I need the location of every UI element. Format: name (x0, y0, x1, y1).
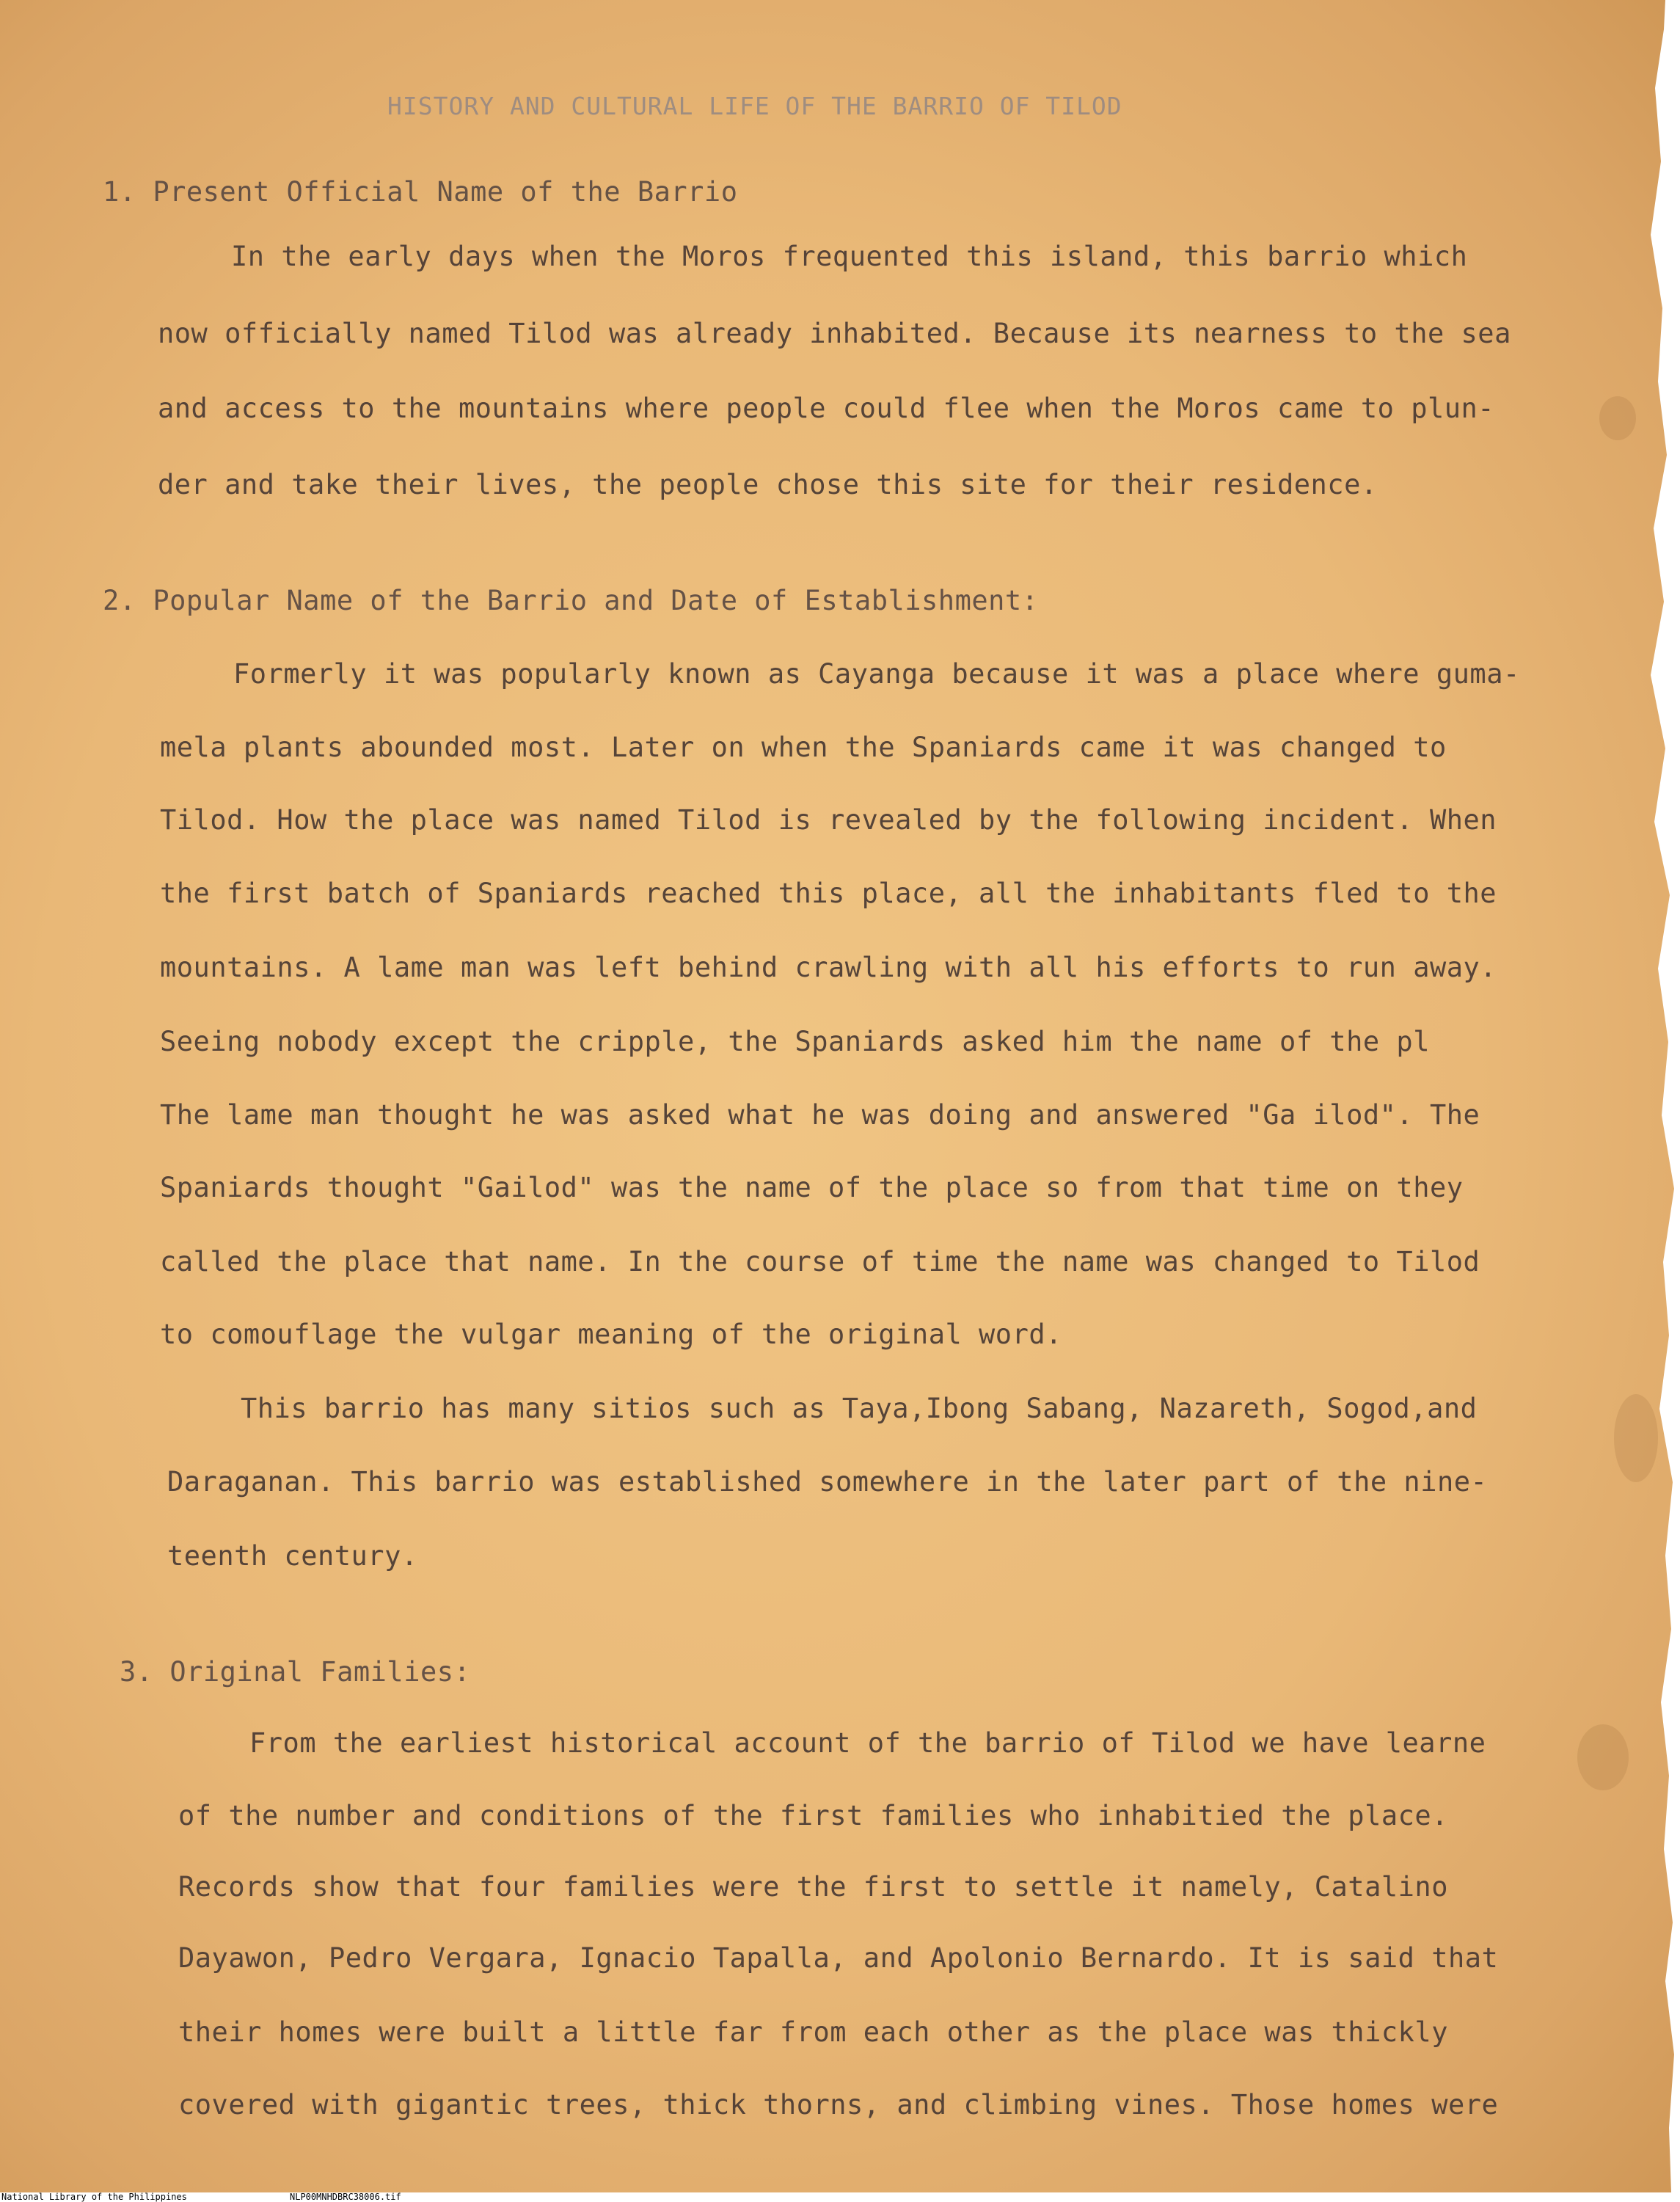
text-line: their homes were built a little far from each other as the place was thickly (178, 2016, 1448, 2048)
text-line: Seeing nobody except the cripple, the Spaniards asked him the name of the pl (160, 1026, 1430, 1057)
section-heading: 2. Popular Name of the Barrio and Date of Establishment: (103, 585, 1039, 616)
text-line: Records show that four families were the first to settle it namely, Catalino (178, 1871, 1448, 1903)
paper-stain (1599, 396, 1636, 440)
text-line: covered with gigantic trees, thick thorns, and climbing vines. Those homes were (178, 2089, 1499, 2121)
text-line: teenth century. (167, 1540, 418, 1572)
text-line: Dayawon, Pedro Vergara, Ignacio Tapalla, and Apolonio Bernardo. It is said that (178, 1942, 1499, 1974)
footer-filename: NLP00MNHDBRC38006.tif (290, 2192, 401, 2202)
text-line: of the number and conditions of the first families who inhabitied the place. (178, 1800, 1448, 1831)
text-line: From the earliest historical account of the barrio of Tilod we have learne (249, 1727, 1486, 1759)
text-line: the first batch of Spaniards reached this place, all the inhabitants fled to the (160, 878, 1497, 909)
text-line: now officially named Tilod was already inhabited. Because its nearness to the sea (158, 318, 1511, 349)
section-heading: 1. Present Official Name of the Barrio (103, 176, 738, 208)
paper-stain (1577, 1724, 1629, 1790)
torn-paper-edge (1629, 0, 1680, 2192)
text-line: mela plants abounded most. Later on when the Spaniards came it was changed to (160, 732, 1447, 763)
document-title: HISTORY AND CULTURAL LIFE OF THE BARRIO OF TILOD (387, 92, 1122, 120)
section-heading: 3. Original Families: (120, 1656, 471, 1688)
text-line: The lame man thought he was asked what he was doing and answered "Ga ilod". The (160, 1099, 1480, 1131)
footer-institution: National Library of the Philippines (1, 2192, 187, 2202)
text-line: Daraganan. This barrio was established somewhere in the later part of the nine- (167, 1466, 1488, 1498)
text-line: Tilod. How the place was named Tilod is revealed by the following incident. When (160, 804, 1497, 836)
text-line: Spaniards thought "Gailod" was the name of the place so from that time on they (160, 1172, 1464, 1203)
paper-stain (1614, 1394, 1658, 1482)
text-line: In the early days when the Moros frequented this island, this barrio which (231, 241, 1468, 272)
text-line: der and take their lives, the people chose this site for their residence. (158, 469, 1378, 500)
scan-footer (0, 2192, 1680, 2201)
text-line: and access to the mountains where people could flee when the Moros came to plun- (158, 393, 1495, 424)
text-line: This barrio has many sitios such as Taya,Ibong Sabang, Nazareth, Sogod,and (241, 1393, 1478, 1424)
text-line: mountains. A lame man was left behind crawling with all his efforts to run away. (160, 952, 1497, 983)
text-line: called the place that name. In the course of time the name was changed to Tilod (160, 1246, 1480, 1277)
text-line: to comouflage the vulgar meaning of the original word. (160, 1319, 1062, 1350)
text-line: Formerly it was popularly known as Cayanga because it was a place where guma- (233, 658, 1520, 690)
